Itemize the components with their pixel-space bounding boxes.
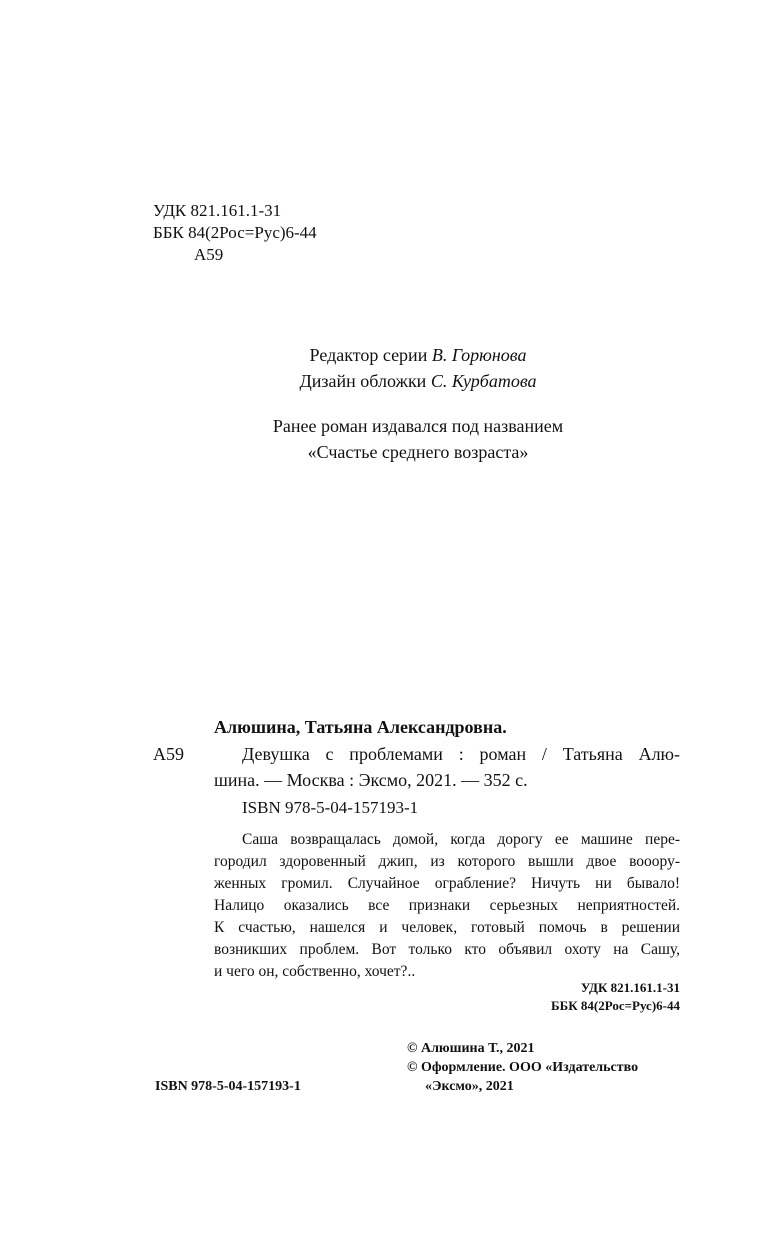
- annotation-line: и чего он, собственно, хочет?..: [214, 963, 416, 980]
- annotation: [214, 829, 680, 983]
- copyright-design: © Оформление. ООО «Издательство: [407, 1060, 639, 1075]
- bib-author-mark: А59: [153, 744, 184, 764]
- bbk-code-small: ББК 84(2Рос=Рус)6-44: [551, 998, 680, 1013]
- annotation-line: Саша возвращалась домой, когда дорогу ее машине пере-: [242, 831, 680, 848]
- udk-code-small: УДК 821.161.1-31: [580, 980, 680, 995]
- copyright-publisher: «Эксмо», 2021: [425, 1079, 514, 1094]
- author-mark: А59: [194, 245, 224, 264]
- design-credit: Дизайн обложки С. Курбатова: [299, 371, 537, 391]
- series-credits: [0, 342, 768, 394]
- udc-small-block: [551, 979, 680, 1015]
- annotation-line: Налицо оказались все признаки серьезных неприятностей.: [214, 897, 680, 914]
- classification-block: [153, 200, 317, 266]
- editor-credit: Редактор серии В. Горюнова: [309, 345, 527, 365]
- bib-description: Девушка с проблемами : роман / Татьяна Алю- шина. — Москва : Эксмо, 2021. — 352 с.: [214, 744, 680, 790]
- copyright-author: © Алюшина Т., 2021: [407, 1041, 535, 1056]
- copyright-block: [407, 1039, 638, 1096]
- udk-code: УДК 821.161.1-31: [153, 201, 282, 220]
- bbk-code: ББК 84(2Рос=Рус)6-44: [153, 223, 317, 242]
- isbn-bottom: ISBN 978-5-04-157193-1: [155, 1079, 301, 1094]
- previous-title-note: Ранее роман издавался под названием «Счастье среднего возраста»: [272, 416, 564, 462]
- annotation-line: К счастью, нашелся и человек, готовый помочь в решении: [214, 919, 680, 936]
- annotation-line: женных громил. Случайное ограбление? Ничуть ни бывало!: [214, 875, 680, 892]
- editor-name: В. Горюнова: [431, 345, 527, 365]
- designer-name: С. Курбатова: [430, 371, 537, 391]
- bib-isbn: ISBN 978-5-04-157193-1: [242, 798, 419, 817]
- annotation-line: возникших проблем. Вот только кто объявил охоту на Сашу,: [214, 941, 680, 958]
- bib-author: Алюшина, Татьяна Александровна.: [214, 717, 507, 737]
- annotation-line: городил здоровенный джип, из которого вышли двое вооору-: [214, 853, 680, 870]
